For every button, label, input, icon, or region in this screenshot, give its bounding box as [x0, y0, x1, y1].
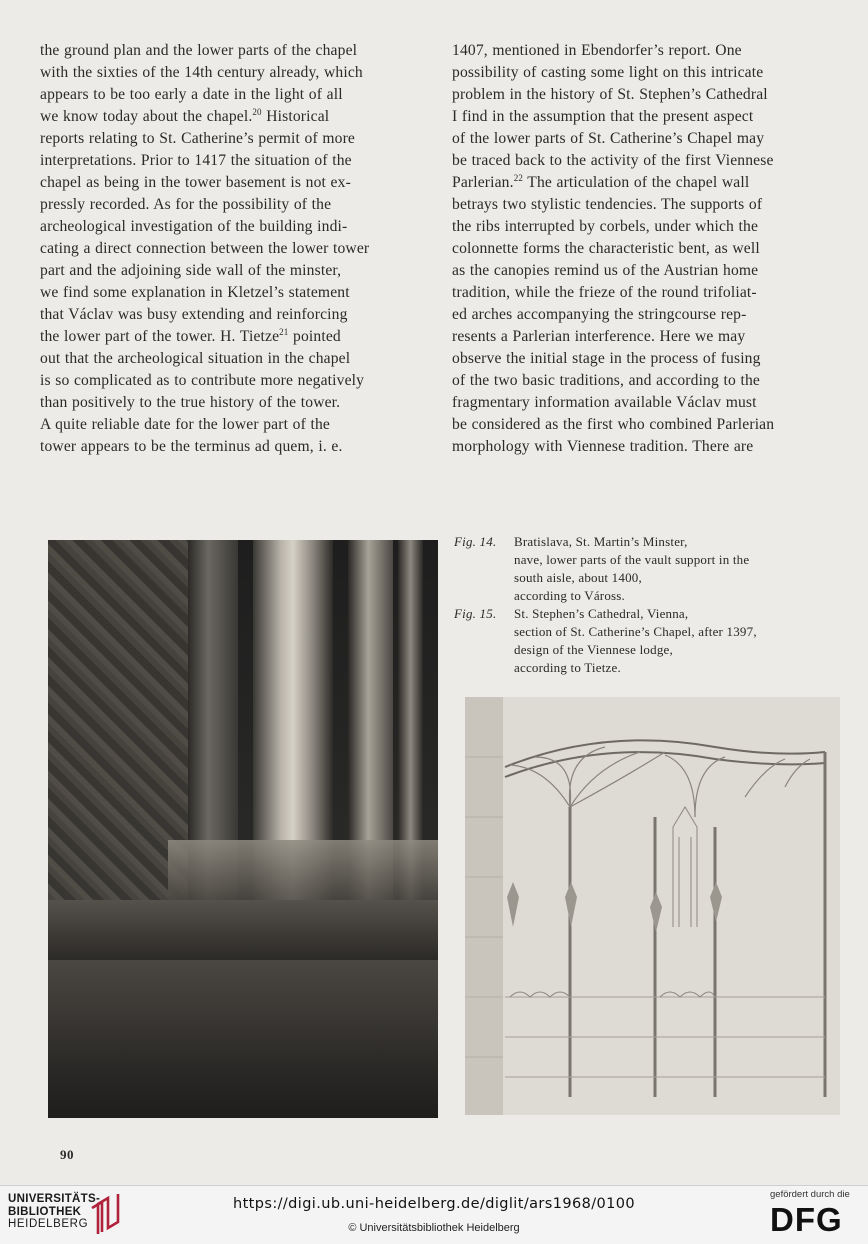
text-line: I find in the assumption that the present aspect	[452, 108, 754, 125]
text-line: observe the initial stage in the process of fusing	[452, 350, 761, 367]
text-fragment: Historical	[261, 108, 330, 125]
text-line: morphology with Viennese tradition. There are	[452, 438, 754, 455]
text-line: of the two basic traditions, and according to the	[452, 372, 760, 389]
figure-14-photo	[48, 540, 438, 1118]
text-fragment: the lower part of the tower. H. Tietze	[40, 328, 280, 345]
text-fragment: Parlerian.	[452, 174, 514, 191]
caption-line: St. Stephen’s Cathedral, Vienna,	[514, 606, 689, 621]
logo-text-line: UNIVERSITÄTS-	[8, 1193, 101, 1205]
text-line: possibility of casting some light on this intricate	[452, 64, 764, 81]
text-line: part and the adjoining side wall of the minster,	[40, 262, 342, 279]
text-line: ed arches accompanying the stringcourse rep-	[452, 306, 747, 323]
footnote-ref[interactable]: 22	[513, 173, 523, 183]
footnote-ref[interactable]: 20	[252, 107, 262, 117]
text-line: out that the archeological situation in the chapel	[40, 350, 351, 367]
page-number: 90	[60, 1147, 74, 1162]
text-line: A quite reliable date for the lower part of the	[40, 416, 330, 433]
text-line: with the sixties of the 14th century already, which	[40, 64, 363, 81]
text-line: as the canopies remind us of the Austrian home	[452, 262, 759, 279]
chapel-section-drawing	[465, 697, 840, 1115]
floor	[48, 960, 438, 1118]
column-base	[168, 840, 438, 900]
text-line	[40, 326, 426, 348]
caption-line: according to Váross.	[514, 588, 625, 603]
text-line: the ground plan and the lower parts of the chapel	[40, 42, 358, 59]
caption-fig-14	[452, 533, 852, 605]
caption-line: nave, lower parts of the vault support in the	[514, 552, 750, 567]
text-line: than positively to the true history of the tower.	[40, 394, 341, 411]
caption-text	[514, 533, 749, 605]
text-line	[452, 172, 838, 194]
text-line: chapel as being in the tower basement is not ex-	[40, 174, 351, 191]
text-line: colonnette forms the characteristic bent, as well	[452, 240, 760, 257]
logo-text-line: HEIDELBERG	[8, 1218, 89, 1230]
text-line: problem in the history of St. Stephen’s Cathedral	[452, 86, 768, 103]
figure-captions	[452, 533, 852, 677]
text-line: be traced back to the activity of the first Viennese	[452, 152, 774, 169]
copyright-notice: © Universitätsbibliothek Heidelberg	[348, 1222, 520, 1234]
caption-line: south aisle, about 1400,	[514, 570, 642, 585]
plinth	[48, 900, 438, 960]
caption-fig-15	[452, 605, 852, 677]
text-column-right	[452, 40, 838, 458]
text-line: be considered as the first who combined Parlerian	[452, 416, 775, 433]
funding-note: gefördert durch die	[770, 1189, 850, 1200]
caption-line: design of the Viennese lodge,	[514, 642, 673, 657]
text-line: fragmentary information available Václav must	[452, 394, 757, 411]
text-line: 1407, mentioned in Ebendorfer’s report. One	[452, 42, 742, 59]
text-column-left	[40, 40, 426, 458]
footer	[0, 1185, 868, 1244]
text-line: the ribs interrupted by corbels, under which the	[452, 218, 759, 235]
caption-line: Bratislava, St. Martin’s Minster,	[514, 534, 688, 549]
caption-label: Fig. 15.	[454, 606, 497, 621]
text-line	[40, 106, 426, 128]
text-line: reports relating to St. Catherine’s permit of more	[40, 130, 356, 147]
text-line: betrays two stylistic tendencies. The supports of	[452, 196, 763, 213]
text-fragment: we know today about the chapel.	[40, 108, 253, 125]
footer-divider	[0, 1185, 868, 1186]
caption-label: Fig. 14.	[454, 534, 497, 549]
permalink-url[interactable]: https://digi.ub.uni-heidelberg.de/diglit/ars1968/0100	[233, 1196, 635, 1212]
dfg-logo[interactable]: DFG	[770, 1201, 843, 1238]
text-line: we find some explanation in Kletzel’s statement	[40, 284, 350, 301]
text-line: tower appears to be the terminus ad quem, i. e.	[40, 438, 343, 455]
logo-text-line: BIBLIOTHEK	[8, 1205, 82, 1218]
text-fragment: pointed	[288, 328, 341, 345]
text-line: tradition, while the frieze of the round trifoliat-	[452, 284, 757, 301]
text-line: is so complicated as to contribute more negatively	[40, 372, 365, 389]
text-line: of the lower parts of St. Catherine’s Chapel may	[452, 130, 765, 147]
caption-text	[514, 605, 757, 677]
caption-line: section of St. Catherine’s Chapel, after 1397,	[514, 624, 757, 639]
text-line: cating a direct connection between the lower tower	[40, 240, 370, 257]
footnote-ref[interactable]: 21	[279, 327, 289, 337]
text-line: resents a Parlerian interference. Here we may	[452, 328, 746, 345]
text-line: pressly recorded. As for the possibility of the	[40, 196, 332, 213]
text-line: that Václav was busy extending and reinforcing	[40, 306, 348, 323]
text-fragment: The articulation of the chapel wall	[523, 174, 750, 191]
text-line: interpretations. Prior to 1417 the situation of the	[40, 152, 352, 169]
figure-15-drawing	[465, 697, 840, 1115]
text-line: appears to be too early a date in the light of all	[40, 86, 343, 103]
caption-line: according to Tietze.	[514, 660, 621, 675]
text-line: archeological investigation of the building indi-	[40, 218, 348, 235]
